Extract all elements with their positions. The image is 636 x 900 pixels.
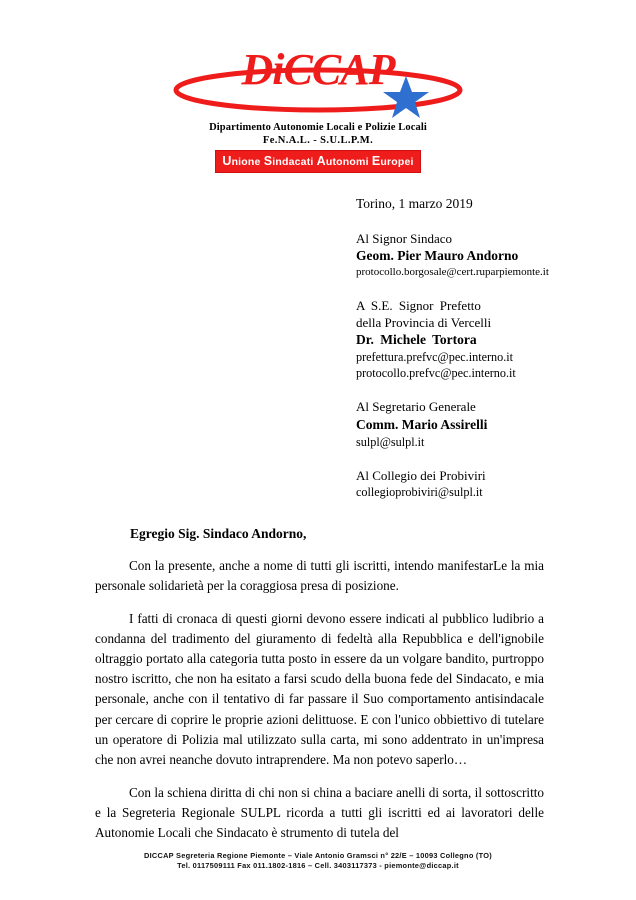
recipient-email[interactable]: protocollo.borgosale@cert.ruparpiemonte.it	[356, 266, 549, 279]
recipient-email[interactable]: sulpl@sulpl.it	[356, 434, 425, 449]
banner-rest-unione: nione	[231, 155, 261, 168]
banner-rest-sindacati: indacati	[272, 155, 314, 168]
recipient-role: Al Signor Sindaco	[356, 230, 453, 246]
federation-title: Fe.N.A.L. - S.U.L.P.M.	[262, 135, 374, 147]
recipient-email-alt[interactable]: protocollo.prefvc@pec.interno.it	[356, 366, 516, 381]
recipient-name: Geom. Pier Mauro Andorno	[356, 248, 519, 264]
recipient-name: Dr. Michele Tortora	[356, 331, 477, 347]
union-banner-text	[222, 153, 414, 168]
banner-rest-autonomi: utonomi	[325, 155, 369, 168]
recipient-role: Al Segretario Generale	[356, 399, 476, 415]
recipient-prefetto	[356, 297, 596, 382]
diccap-logo	[168, 46, 468, 118]
department-title: Dipartimento Autonomie Locali e Polizie Locali	[209, 122, 427, 133]
address-block	[0, 195, 636, 500]
recipient-role: A S.E. Signor Prefetto	[356, 297, 481, 313]
recipient-role-second: della Provincia di Vercelli	[356, 314, 492, 330]
letter-body	[0, 556, 636, 843]
recipient-collegio-probiviri	[356, 467, 596, 500]
date-line: Torino, 1 marzo 2019	[356, 195, 473, 211]
banner-cap-u: U	[222, 153, 232, 168]
recipient-email[interactable]: prefettura.prefvc@pec.interno.it	[356, 350, 514, 365]
banner-cap-s: S	[263, 153, 273, 168]
recipient-name: Comm. Mario Assirelli	[356, 416, 488, 432]
letterhead	[0, 0, 636, 173]
recipient-sindaco	[356, 230, 596, 280]
salutation: Egregio Sig. Sindaco Andorno,	[130, 526, 307, 542]
recipient-segretario-generale	[356, 398, 596, 449]
footer-address: DICCAP Segreteria Regione Piemonte – Viale Antonio Gramsci n° 22/E – 10093 Collegno (TO)	[144, 850, 492, 860]
svg-text:DiCCAP: DiCCAP	[241, 46, 395, 94]
banner-rest-europei: uropei	[380, 155, 414, 168]
footer-contacts: Tel. 0117509111 Fax 011.1802-1816 – Cell. 3403117373 - piemonte@diccap.it	[177, 861, 459, 871]
recipient-role: Al Collegio dei Probiviri	[356, 467, 486, 483]
paragraph: I fatti di cronaca di questi giorni devono essere indicati al pubblico ludibrio a condanna del tradimento del giuramento di fedeltà alla Repubblica e dell'ignobile oltraggio portato alla categoria tutta posto in essere da un volgare bandito, purtroppo nostro iscritto, che non ha esitato a farsi scudo della buona fede del Sindacato, e mia personale, anche con il tentativo di far passare il Suo comportamento antisindacale per cercare di coprire le proprie azioni delittuose. E con l'unico obbiettivo di tutelare un operatore di Polizia mal utilizzato sulla carta, mi sono addentrato in un'impresa che non avrei neanche dovuto intraprendere. Ma non potevo saperlo…	[95, 611, 544, 767]
banner-cap-e: E	[371, 153, 381, 168]
logo-graphic	[168, 46, 468, 118]
banner-cap-a: A	[316, 153, 326, 168]
paragraph: Con la presente, anche a nome di tutti gli iscritti, intendo manifestarLe la mia personale solidarietà per la coraggiosa presa di posizione.	[95, 558, 544, 594]
recipient-email[interactable]: collegioprobiviri@sulpl.it	[356, 485, 483, 499]
page-footer	[0, 851, 636, 872]
union-banner	[215, 150, 420, 173]
paragraph: Con la schiena diritta di chi non si china a baciare anelli di sorta, il sottoscritto e la Segreteria Regionale SULPL ricorda a tutti gli iscritti ed ai lavoratori delle Autonomie Locali che Sindacato è strumento di tutela del	[95, 784, 544, 840]
